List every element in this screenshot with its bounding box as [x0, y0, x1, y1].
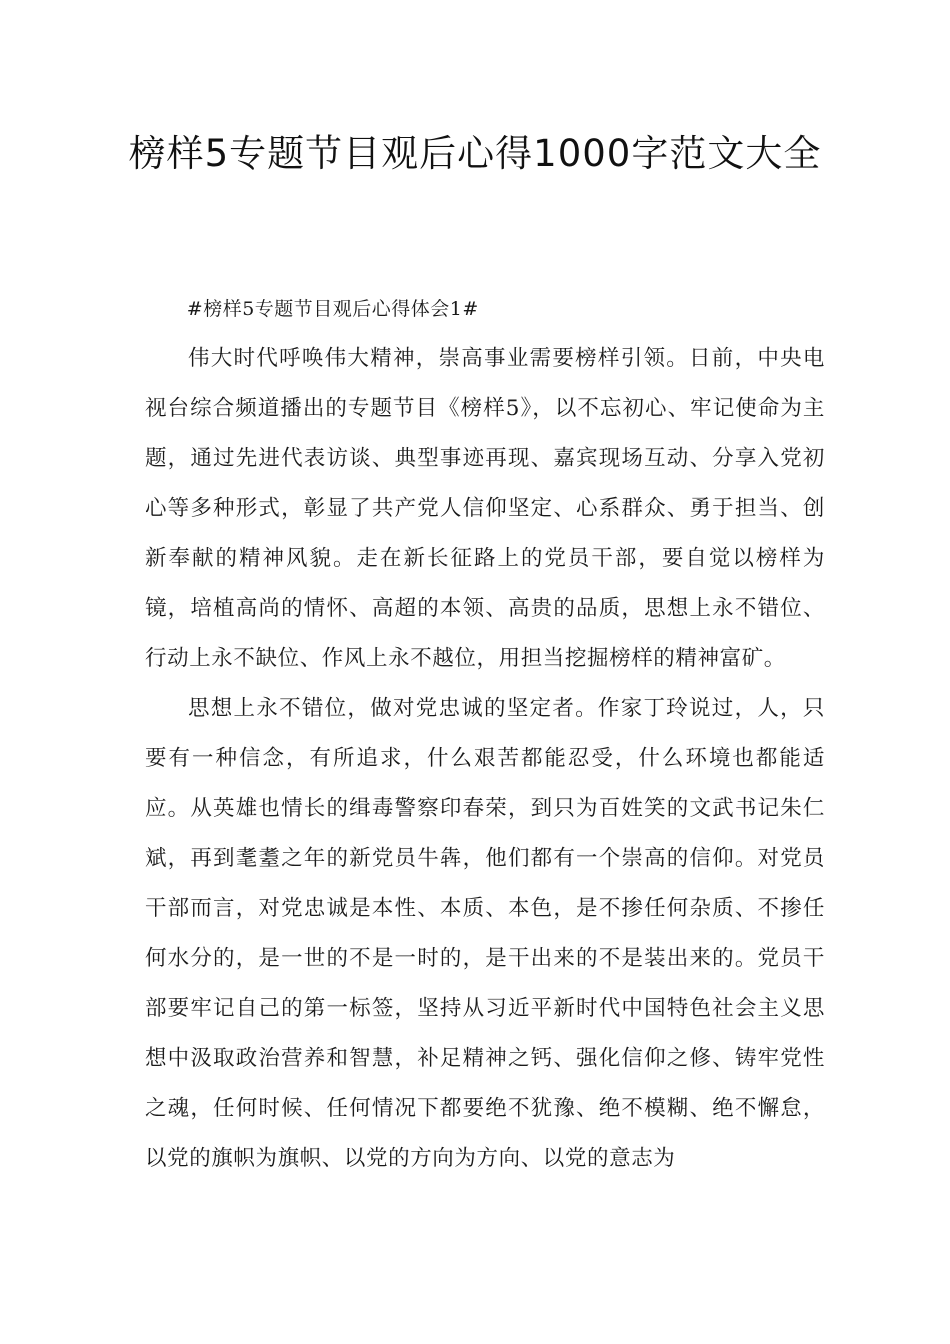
document-title: 榜样5专题节目观后心得1000字范文大全	[128, 132, 822, 175]
paragraph-1: 伟大时代呼唤伟大精神，崇高事业需要榜样引领。日前，中央电视台综合频道播出的专题节目《榜样5》，以不忘初心、牢记使命为主题，通过先进代表访谈、典型事迹再现、嘉宾现场互动、分享入党初心等多种形式，彰显了共产党人信仰坚定、心系群众、勇于担当、创新奉献的精神风貌。走在新长征路上的党员干部，要自觉以榜样为镜，培植高尚的情怀、高超的本领、高贵的品质，思想上永不错位、行动上永不缺位、作风上永不越位，用担当挖掘榜样的精神富矿。	[145, 346, 825, 671]
paragraph-2: 思想上永不错位，做对党忠诚的坚定者。作家丁玲说过，人，只要有一种信念，有所追求，什么艰苦都能忍受，什么环境也都能适应。从英雄也情长的缉毒警察印春荣，到只为百姓笑的文武书记朱仁斌，再到耄耋之年的新党员牛犇，他们都有一个崇高的信仰。对党员干部而言，对党忠诚是本性、本质、本色，是不掺任何杂质、不掺任何水分的，是一世的不是一时的，是干出来的不是装出来的。党员干部要牢记自己的第一标签，坚持从习近平新时代中国特色社会主义思想中汲取政治营养和智慧，补足精神之钙、强化信仰之修、铸牢党性之魂，任何时候、任何情况下都要绝不犹豫、绝不模糊、绝不懈怠，以党的旗帜为旗帜、以党的方向为方向、以党的意志为	[145, 696, 825, 1171]
document-body	[145, 284, 825, 1184]
section-heading: #榜样5专题节目观后心得体会1#	[186, 298, 479, 320]
